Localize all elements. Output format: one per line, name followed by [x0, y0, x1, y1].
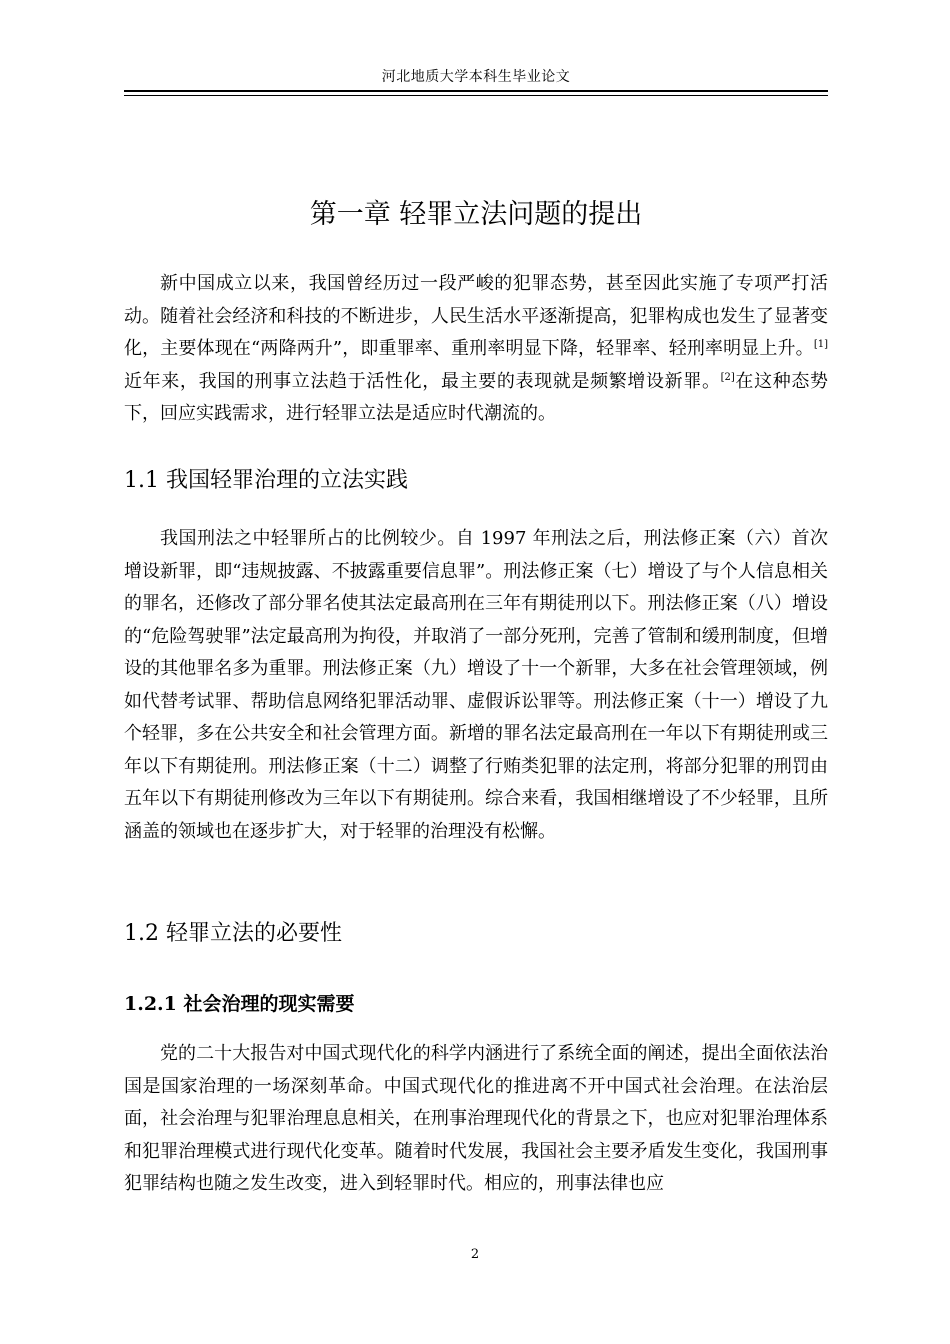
chapter-title: 第一章 轻罪立法问题的提出	[309, 199, 643, 230]
running-header: 河北地质大学本科生毕业论文	[381, 69, 571, 85]
section-heading-1-2: 1.2 轻罪立法的必要性	[124, 921, 342, 946]
citation-1: [1]	[813, 339, 828, 350]
section-1-2-1-paragraph: 党的二十大报告对中国式现代化的科学内涵进行了系统全面的阐述，提出全面依法治国是国家治理的一场深刻革命。中国式现代化的推进离不开中国式社会治理。在法治层面，社会治理与犯罪治理息息相关，在刑事治理现代化的背景之下，也应对犯罪治理体系和犯罪治理模式进行现代化变革。随着时代发展，我国社会主要矛盾发生变化，我国刑事犯罪结构也随之发生改变，进入到轻罪时代。相应的，刑事法律也应	[124, 1043, 828, 1194]
intro-text-2: 近年来，我国的刑事立法趋于活性化，最主要的表现就是频繁增设新罪。	[124, 370, 721, 392]
header-rule-thick	[124, 90, 828, 92]
intro-text-3: 在这种态势下，回应实践需求，进行轻罪立法是适应时代潮流的。	[124, 370, 829, 424]
intro-text-1: 新中国成立以来，我国曾经历过一段严峻的犯罪态势，甚至因此实施了专项严打活动。随着社会经济和科技的不断进步，人民生活水平逐渐提高，犯罪构成也发生了显著变化，主要体现在“两降两升”，即重罪率、重刑率明显下降，轻罪率、轻刑率明显上升。	[124, 273, 828, 359]
section-heading-1-2-1: 1.2.1 社会治理的现实需要	[124, 993, 355, 1015]
intro-paragraph	[124, 268, 828, 431]
section-heading-1-1: 1.1 我国轻罪治理的立法实践	[124, 468, 408, 493]
page-number: 2	[470, 1247, 480, 1262]
citation-2: [2]	[720, 371, 735, 383]
section-1-1-paragraph: 我国刑法之中轻罪所占的比例较少。自 1997 年刑法之后，刑法修正案（六）首次增设新罪，即“违规披露、不披露重要信息罪”。刑法修正案（七）增设了与个人信息相关的罪名，还修改了部分罪名使其法定最高刑在三年有期徒刑以下。刑法修正案（八）增设的“危险驾驶罪”法定最高刑为拘役，并取消了一部分死刑，完善了管制和缓刑制度，但增设的其他罪名多为重罪。刑法修正案（九）增设了十一个新罪，大多在社会管理领域，例如代替考试罪、帮助信息网络犯罪活动罪、虚假诉讼罪等。刑法修正案（十一）增设了九个轻罪，多在公共安全和社会管理方面。新增的罪名法定最高刑在一年以下有期徒刑或三年以下有期徒刑。刑法修正案（十二）调整了行贿类犯罪的法定刑，将部分犯罪的刑罚由五年以下有期徒刑修改为三年以下有期徒刑。综合来看，我国相继增设了不少轻罪，且所涵盖的领域也在逐步扩大，对于轻罪的治理没有松懈。	[124, 528, 828, 842]
header-rule-thin	[124, 95, 828, 96]
